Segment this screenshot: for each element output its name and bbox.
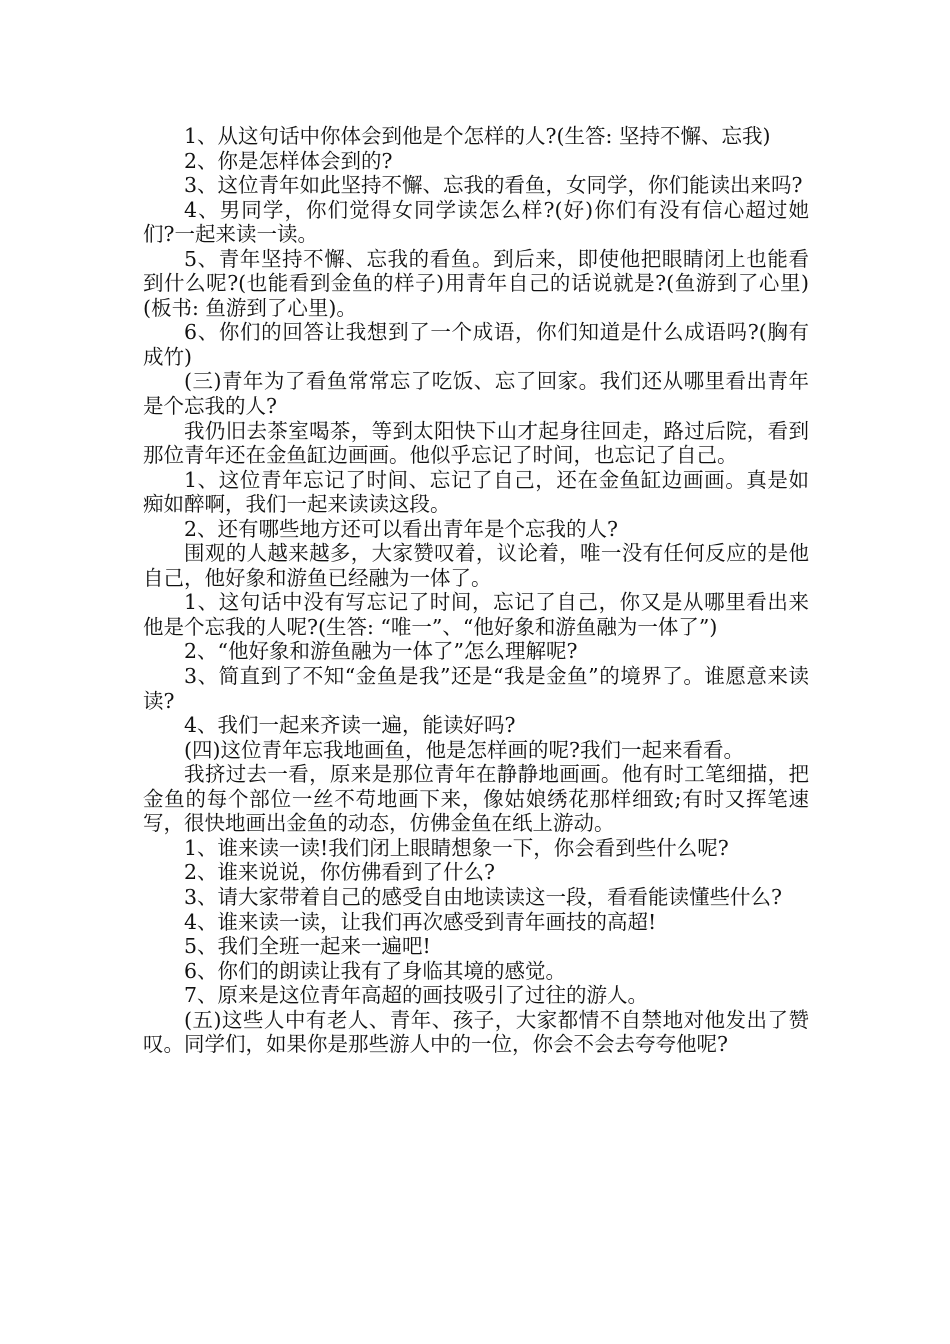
paragraph-11: 围观的人越来越多，大家赞叹着，议论着，唯一没有任何反应的是他自己，他好象和游鱼已经融为一体了。 [143, 541, 809, 590]
paragraph-17: 我挤过去一看，原来是那位青年在静静地画画。他有时工笔细描，把金鱼的每个部位一丝不苟地画下来，像姑娘绣花那样细致;有时又挥笔速写，很快地画出金鱼的动态，仿佛金鱼在纸上游动。 [143, 762, 809, 836]
paragraph-20: 3、请大家带着自己的感受自由地读读这一段，看看能读懂些什么? [184, 884, 783, 909]
paragraph-21: 4、谁来读一读，让我们再次感受到青年画技的高超! [184, 909, 657, 934]
paragraph-14: 3、简直到了不知“金鱼是我”还是“我是金鱼”的境界了。谁愿意来读读? [143, 664, 809, 713]
paragraph-19: 2、谁来说说，你仿佛看到了什么? [184, 860, 496, 885]
paragraph-4: 4、男同学，你们觉得女同学读怎么样?(好)你们有没有信心超过她们?一起来读一读。 [143, 197, 809, 247]
paragraph-10: 2、还有哪些地方还可以看出青年是个忘我的人? [184, 516, 619, 541]
paragraph-9: 1、这位青年忘记了时间、忘记了自己，还在金鱼缸边画画。真是如痴如醉啊，我们一起来读读这段。 [143, 467, 809, 517]
paragraph-15: 4、我们一起来齐读一遍，能读好吗? [184, 713, 516, 738]
paragraph-8: 我仍旧去茶室喝茶，等到太阳快下山才起身往回走，路过后院，看到那位青年还在金鱼缸边画画。他似乎忘记了时间，也忘记了自己。 [143, 418, 809, 468]
paragraph-3: 3、这位青年如此坚持不懈、忘我的看鱼，女同学，你们能读出来吗? [184, 173, 803, 198]
paragraph-22: 5、我们全班一起来一遍吧! [184, 934, 431, 959]
paragraph-18: 1、谁来读一读!我们闭上眼睛想象一下，你会看到些什么呢? [184, 835, 729, 860]
paragraph-7: (三)青年为了看鱼常常忘了吃饭、忘了回家。我们还从哪里看出青年是个忘我的人? [143, 369, 809, 419]
paragraph-1: 1、从这句话中你体会到他是个怎样的人?(生答: 坚持不懈、忘我) [184, 124, 771, 148]
paragraph-6: 6、你们的回答让我想到了一个成语，你们知道是什么成语吗?(胸有成竹) [143, 320, 809, 369]
paragraph-24: 7、原来是这位青年高超的画技吸引了过往的游人。 [184, 983, 649, 1008]
paragraph-2: 2、你是怎样体会到的? [184, 148, 393, 173]
paragraph-12: 1、这句话中没有写忘记了时间，忘记了自己，你又是从哪里看出来他是个忘我的人呢?(生答: “唯一”、“他好象和游鱼融为一体了”) [143, 590, 809, 639]
paragraph-16: (四)这位青年忘我地画鱼，他是怎样画的呢?我们一起来看看。 [184, 737, 744, 762]
paragraph-13: 2、“他好象和游鱼融为一体了”怎么理解呢? [184, 639, 578, 664]
paragraph-23: 6、你们的朗读让我有了身临其境的感觉。 [184, 958, 567, 983]
document-body [143, 124, 809, 1057]
paragraph-5: 5、青年坚持不懈、忘我的看鱼。到后来，即使他把眼睛闭上也能看到什么呢?(也能看到金鱼的样子)用青年自己的话说就是?(鱼游到了心里)(板书: 鱼游到了心里)。 [143, 246, 809, 320]
paragraph-25: (五)这些人中有老人、青年、孩子，大家都情不自禁地对他发出了赞叹。同学们，如果你是那些游人中的一位，你会不会去夸夸他呢? [143, 1007, 809, 1057]
